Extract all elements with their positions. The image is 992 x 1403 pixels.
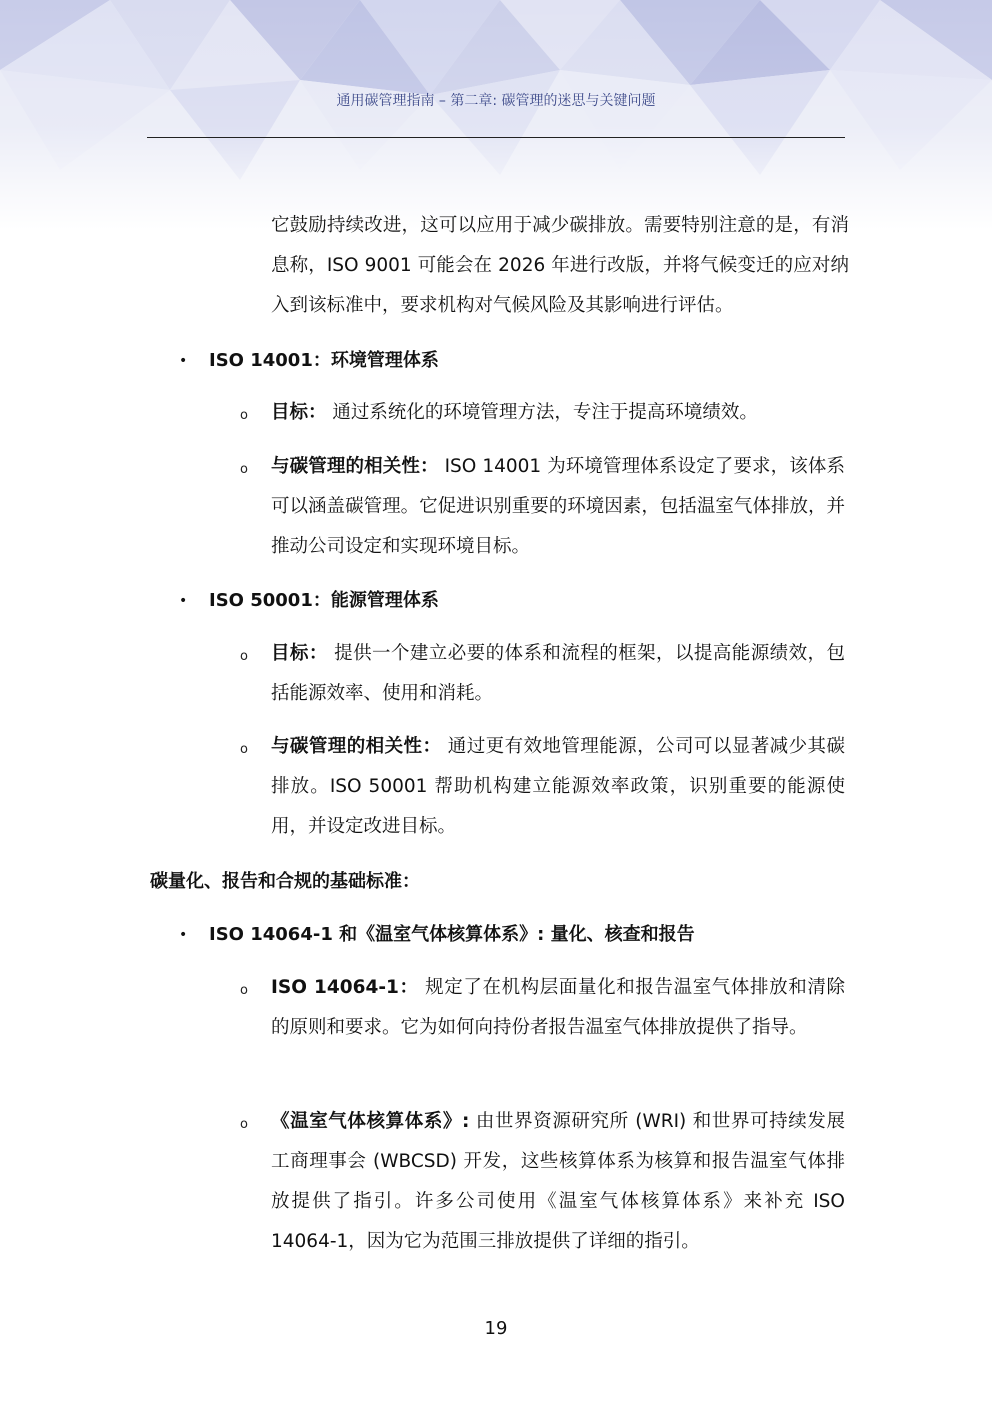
sub-bullet-icon: o — [240, 983, 248, 998]
item-text: 通过更有效地管理能源，公司可以显著减少其碳排放。ISO 50001 帮助机构建立能源效率政策，识别重要的能源使用，并设定改进目标。 — [271, 736, 845, 837]
item-text: 通过系统化的环境管理方法，专注于提高环境绩效。 — [326, 402, 758, 423]
item-label: 与碳管理的相关性： — [271, 456, 439, 477]
sub-bullet-icon: o — [240, 408, 248, 423]
item-label: 与碳管理的相关性： — [271, 736, 442, 757]
iso14001-objective — [271, 393, 845, 433]
intro-paragraph: 它鼓励持续改进，这可以应用于减少碳排放。需要特别注意的是，有消息称，ISO 9001 可能会在 2026 年进行改版，并将气候变迁的应对纳入到该标准中，要求机构对气候风险及其影响进行评估。 — [271, 215, 849, 316]
item-text: ISO 14001 为环境管理体系设定了要求，该体系可以涵盖碳管理。它促进识别重要的环境因素，包括温室气体排放，并推动公司设定和实现环境目标。 — [271, 456, 845, 557]
running-header-title: 通用碳管理指南 – 第二章: 碳管理的迷思与关键问题 — [336, 93, 656, 109]
header-banner — [0, 0, 992, 230]
sub-bullet-icon: o — [240, 742, 248, 757]
bullet-icon: • — [179, 593, 188, 609]
item-label: 《温室气体核算体系》: — [271, 1111, 470, 1132]
ghg-protocol-definition — [271, 1102, 845, 1262]
section-heading: 碳量化、报告和合规的基础标准： — [150, 871, 420, 892]
item-label: 目标： — [271, 402, 327, 423]
bullet-icon: • — [179, 353, 188, 369]
iso50001-heading: ISO 50001：能源管理体系 — [209, 590, 439, 611]
header-divider — [147, 137, 845, 138]
iso50001-objective — [271, 634, 845, 714]
iso14001-heading: ISO 14001：环境管理体系 — [209, 350, 439, 371]
bullet-icon: • — [179, 927, 188, 943]
iso14064-definition — [271, 968, 845, 1048]
iso14001-relevance — [271, 447, 845, 567]
iso50001-relevance — [271, 727, 845, 847]
sub-bullet-icon: o — [240, 649, 248, 664]
item-text: 规定了在机构层面量化和报告温室气体排放和清除的原则和要求。它为如何向持份者报告温室气体排放提供了指导。 — [271, 977, 845, 1038]
sub-bullet-icon: o — [240, 1117, 248, 1132]
sub-bullet-icon: o — [240, 462, 248, 477]
item-text: 由世界资源研究所 (WRI) 和世界可持续发展工商理事会 (WBCSD) 开发，这些核算体系为核算和报告温室气体排放提供了指引。许多公司使用《温室气体核算体系》来补充 ISO 14064-1，因为它为范围三排放提供了详细的指引。 — [271, 1111, 845, 1252]
item-text: 提供一个建立必要的体系和流程的框架，以提高能源绩效，包括能源效率、使用和消耗。 — [271, 643, 845, 704]
item-label: 目标： — [271, 643, 328, 664]
iso14064-heading: ISO 14064-1 和《温室气体核算体系》: 量化、核查和报告 — [209, 924, 695, 945]
page-number: 19 — [484, 1318, 508, 1339]
item-label: ISO 14064-1： — [271, 977, 419, 998]
